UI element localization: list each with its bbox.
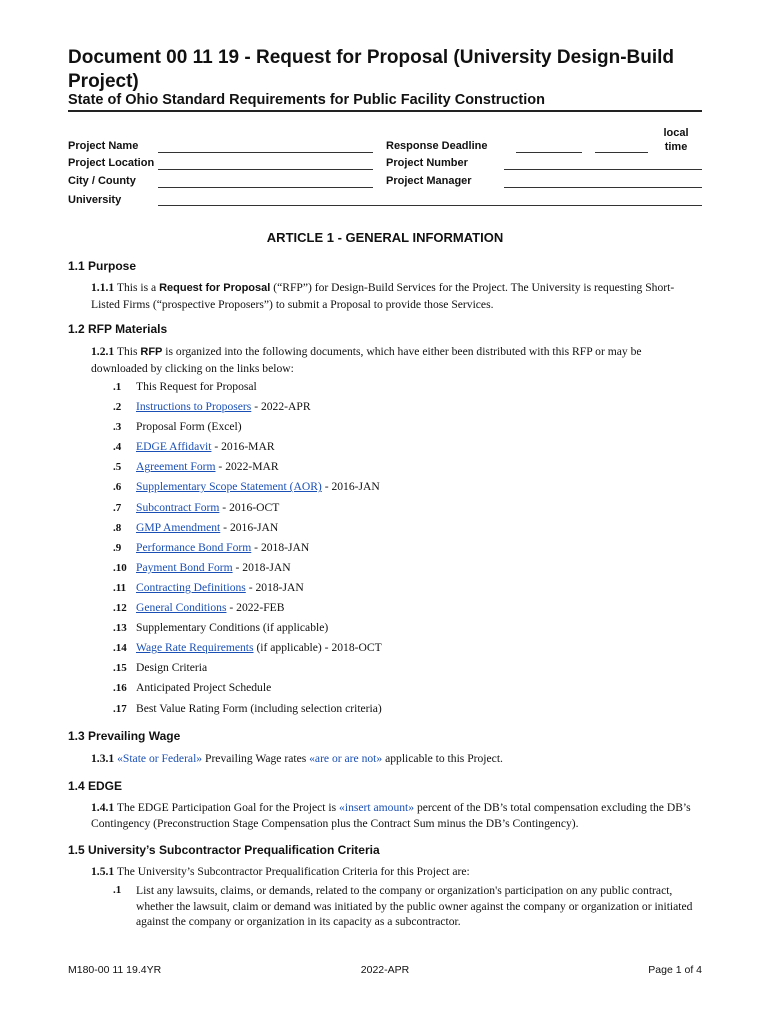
paragraph-number: 1.1.1 bbox=[91, 281, 115, 294]
list-item bbox=[113, 499, 693, 519]
project-name-label: Project Name bbox=[68, 140, 139, 152]
document-link[interactable]: Agreement Form bbox=[136, 460, 216, 474]
project-number-label: Project Number bbox=[386, 157, 468, 169]
paragraph-1-4-1: 1.4.1 The EDGE Participation Goal for the Project is «insert amount» percent of the DB’s total compensation excluding the DB’s Contingency (Preconstruction Stage Compensation plus the Contract Sum minus the DB’s Contingency). bbox=[91, 801, 691, 830]
list-item-text: Design Criteria bbox=[136, 661, 208, 675]
section-heading-purpose: 1.1 Purpose bbox=[68, 259, 137, 273]
city-county-label: City / County bbox=[68, 175, 136, 187]
edge-amount-placeholder[interactable]: «insert amount» bbox=[339, 801, 415, 814]
list-item-text: - 2018-JAN bbox=[251, 540, 310, 554]
paragraph-1-1-1: 1.1.1 This is a Request for Proposal (“RFP”) for Design-Build Services for the Project. The University is requesting Short-Listed Firms (“prospective Proposers”) to submit a Proposal to provide those Services. bbox=[91, 281, 675, 311]
list-item-number: .6 bbox=[113, 481, 122, 494]
paragraph-number: 1.3.1 bbox=[91, 752, 115, 765]
document-link[interactable]: Wage Rate Requirements bbox=[136, 641, 254, 655]
section-heading-edge: 1.4 EDGE bbox=[68, 779, 123, 793]
list-item-number: .5 bbox=[113, 461, 122, 474]
list-item bbox=[113, 458, 693, 478]
document-link[interactable]: Subcontract Form bbox=[136, 500, 220, 514]
list-item-text: - 2016-MAR bbox=[211, 440, 275, 454]
title-divider bbox=[68, 110, 702, 112]
project-manager-label: Project Manager bbox=[386, 175, 472, 187]
list-item-text: This Request for Proposal bbox=[136, 380, 257, 393]
response-deadline-label: Response Deadline bbox=[386, 140, 488, 152]
list-item-text: (if applicable) - 2018-OCT bbox=[253, 641, 382, 655]
footer-date: 2022-APR bbox=[360, 964, 410, 976]
list-item-number: .13 bbox=[113, 622, 127, 635]
list-item bbox=[113, 639, 693, 659]
rfp-materials-list bbox=[113, 378, 693, 720]
list-item-number: .7 bbox=[113, 501, 122, 514]
section-heading-subcontractor-prequalification: 1.5 University’s Subcontractor Prequalification Criteria bbox=[68, 843, 380, 857]
document-link[interactable]: General Conditions bbox=[136, 601, 227, 615]
prequalification-criteria-item bbox=[113, 883, 693, 930]
list-item-number: .12 bbox=[113, 602, 127, 615]
list-item-number: .9 bbox=[113, 541, 122, 554]
list-item bbox=[113, 539, 693, 559]
document-link[interactable]: Performance Bond Form bbox=[136, 540, 252, 554]
list-item-number: .8 bbox=[113, 521, 122, 534]
list-item bbox=[113, 398, 693, 418]
list-item-text: - 2016-JAN bbox=[220, 520, 279, 534]
project-manager-field[interactable] bbox=[504, 187, 702, 188]
university-field[interactable] bbox=[158, 205, 702, 206]
list-item-number: .15 bbox=[113, 662, 127, 675]
document-link[interactable]: EDGE Affidavit bbox=[136, 440, 212, 454]
list-item bbox=[113, 679, 693, 699]
list-item-text: List any lawsuits, claims, or demands, related to the company or organization's participation on any public contract, whether the lawsuit, claim or demand was initiated by the public owner against the company or organization or initiated against the company or organization in its capacity as a subcontractor. bbox=[136, 884, 693, 928]
list-item-text: Anticipated Project Schedule bbox=[136, 681, 272, 695]
section-heading-prevailing-wage: 1.3 Prevailing Wage bbox=[68, 729, 181, 743]
document-link[interactable]: GMP Amendment bbox=[136, 520, 221, 534]
list-item bbox=[113, 559, 693, 579]
list-item-text: - 2018-JAN bbox=[245, 580, 304, 594]
paragraph-number: 1.2.1 bbox=[91, 345, 115, 358]
list-item-text: Supplementary Conditions (if applicable) bbox=[136, 621, 329, 635]
university-label: University bbox=[68, 194, 122, 206]
list-item bbox=[113, 438, 693, 458]
list-item bbox=[113, 599, 693, 619]
list-item bbox=[113, 579, 693, 599]
list-item-number: .1 bbox=[113, 884, 122, 896]
response-deadline-date-field[interactable] bbox=[516, 152, 582, 153]
paragraph-1-5-1: 1.5.1 The University’s Subcontractor Prequalification Criteria for this Project are: bbox=[91, 865, 470, 878]
list-item-text: Best Value Rating Form (including selection criteria) bbox=[136, 701, 382, 715]
paragraph-number: 1.4.1 bbox=[91, 801, 115, 814]
local-time-label: local time bbox=[663, 127, 689, 153]
list-item-number: .1 bbox=[113, 381, 122, 393]
list-item bbox=[113, 519, 693, 539]
list-item-text: - 2022-MAR bbox=[215, 460, 279, 474]
list-item-text: - 2022-FEB bbox=[226, 601, 285, 615]
list-item-number: .10 bbox=[113, 561, 127, 574]
document-title: Document 00 11 19 - Request for Proposal (University Design-Build Project) bbox=[68, 47, 675, 92]
list-item-number: .16 bbox=[113, 682, 127, 695]
document-link[interactable]: Supplementary Scope Statement (AOR) bbox=[136, 480, 322, 494]
city-county-field[interactable] bbox=[158, 187, 373, 188]
list-item bbox=[113, 478, 693, 498]
document-link[interactable]: Payment Bond Form bbox=[136, 560, 233, 574]
list-item bbox=[113, 700, 693, 720]
footer-page-number: Page 1 of 4 bbox=[648, 964, 702, 976]
list-item-number: .4 bbox=[113, 441, 122, 454]
list-item-text: - 2016-JAN bbox=[321, 480, 380, 494]
paragraph-1-3-1: 1.3.1 «State or Federal» Prevailing Wage rates «are or are not» applicable to this Project. bbox=[91, 752, 503, 765]
project-location-label: Project Location bbox=[68, 157, 155, 169]
state-federal-placeholder[interactable]: «State or Federal» bbox=[117, 752, 203, 765]
document-link[interactable]: Instructions to Proposers bbox=[136, 400, 252, 414]
list-item-text: - 2018-JAN bbox=[232, 560, 291, 574]
footer-document-code: M180-00 11 19.4YR bbox=[68, 964, 162, 976]
applicability-placeholder[interactable]: «are or are not» bbox=[309, 752, 383, 765]
list-item-text: Proposal Form (Excel) bbox=[136, 420, 242, 434]
list-item-number: .3 bbox=[113, 421, 122, 434]
paragraph-number: 1.5.1 bbox=[91, 865, 115, 878]
list-item-text: - 2022-APR bbox=[251, 400, 311, 414]
list-item-text: - 2016-OCT bbox=[219, 500, 280, 514]
list-item-number: .17 bbox=[113, 702, 127, 715]
list-item bbox=[113, 659, 693, 679]
list-item bbox=[113, 619, 693, 639]
document-link[interactable]: Contracting Definitions bbox=[136, 580, 246, 594]
list-item bbox=[113, 418, 693, 438]
list-item-number: .2 bbox=[113, 401, 122, 414]
list-item-number: .14 bbox=[113, 642, 127, 655]
list-item-number: .11 bbox=[113, 581, 127, 594]
list-item bbox=[113, 378, 693, 398]
article-heading: ARTICLE 1 - GENERAL INFORMATION bbox=[266, 230, 504, 245]
project-number-field[interactable] bbox=[504, 169, 702, 170]
paragraph-1-2-1: 1.2.1 This RFP is organized into the following documents, which have either been distributed with this RFP or may be downloaded by clicking on the links below: bbox=[91, 345, 642, 375]
section-heading-rfp-materials: 1.2 RFP Materials bbox=[68, 322, 168, 336]
project-name-field[interactable] bbox=[158, 152, 373, 153]
response-deadline-time-field[interactable] bbox=[595, 152, 648, 153]
document-subtitle: State of Ohio Standard Requirements for Public Facility Construction bbox=[68, 92, 545, 108]
project-location-field[interactable] bbox=[158, 169, 373, 170]
